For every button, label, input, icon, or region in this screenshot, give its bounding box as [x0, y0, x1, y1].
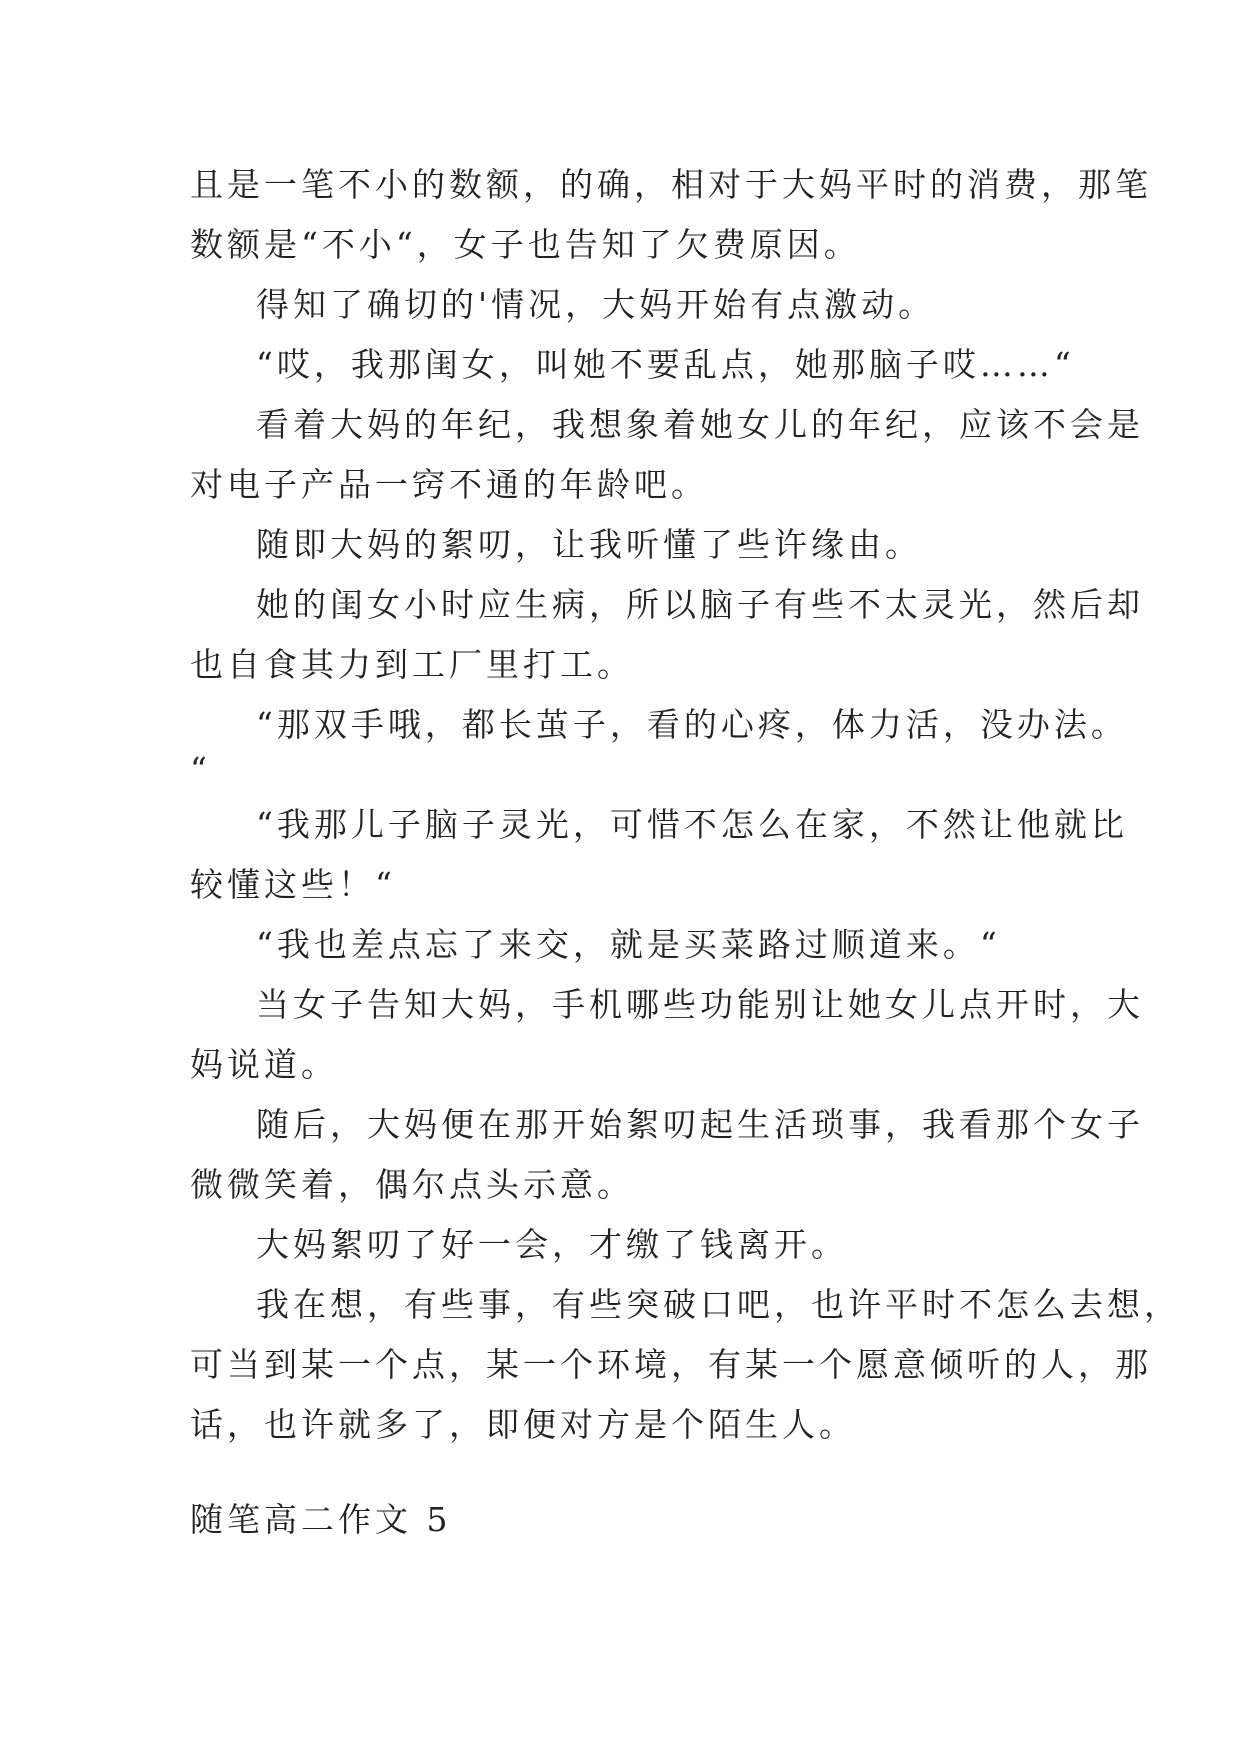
paragraph-line: 得知了确切的'情况，大妈开始有点激动。 — [256, 285, 936, 324]
paragraph-line: 我在想，有些事，有些突破口吧，也许平时不怎么去想， — [256, 1285, 1181, 1324]
text-line: 且是一笔不小的数额，的确，相对于大妈平时的消费，那笔 — [190, 165, 1152, 204]
text-line: 数额是“不小“，女子也告知了欠费原因。 — [190, 225, 861, 264]
text-line: 也自食其力到工厂里打工。 — [190, 645, 634, 684]
text-line: 较懂这些！“ — [190, 865, 396, 904]
paragraph-line: “那双手哦，都长茧子，看的心疼，体力活，没办法。 — [256, 705, 1128, 744]
text-line: “ — [190, 750, 211, 789]
paragraph-line: “哎，我那闺女，叫她不要乱点，她那脑子哎……“ — [256, 345, 1075, 384]
paragraph-line: 当女子告知大妈，手机哪些功能别让她女儿点开时，大 — [256, 985, 1144, 1024]
text-line: 话，也许就多了，即便对方是个陌生人。 — [190, 1405, 856, 1444]
paragraph-line: 看着大妈的年纪，我想象着她女儿的年纪，应该不会是 — [256, 405, 1144, 444]
text-line: 妈说道。 — [190, 1045, 338, 1084]
paragraph-line: 随后，大妈便在那开始絮叨起生活琐事，我看那个女子 — [256, 1105, 1144, 1144]
text-line: 微微笑着，偶尔点头示意。 — [190, 1165, 634, 1204]
paragraph-line: 大妈絮叨了好一会，才缴了钱离开。 — [256, 1225, 848, 1264]
paragraph-line: “我也差点忘了来交，就是买菜路过顺道来。“ — [256, 925, 1001, 964]
section-heading: 随笔高二作文 5 — [190, 1500, 452, 1539]
text-line: 可当到某一个点，某一个环境，有某一个愿意倾听的人，那 — [190, 1345, 1152, 1384]
paragraph-line: “我那儿子脑子灵光，可惜不怎么在家，不然让他就比 — [256, 805, 1128, 844]
paragraph-line: 随即大妈的絮叨，让我听懂了些许缘由。 — [256, 525, 922, 564]
text-line: 对电子产品一窍不通的年龄吧。 — [190, 465, 708, 504]
paragraph-line: 她的闺女小时应生病，所以脑子有些不太灵光，然后却 — [256, 585, 1144, 624]
